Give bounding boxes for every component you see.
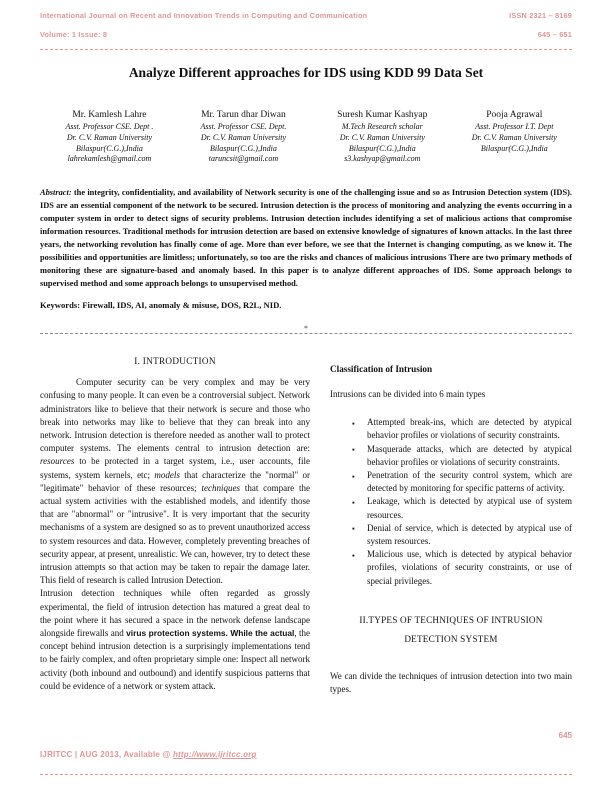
author-role: Asst. Professor CSE. Dept . — [65, 122, 154, 131]
journal-title: International Journal on Recent and Innovation Trends in Computing and Communication — [40, 11, 368, 20]
intro-p1-text: that compare the actual system activities with the established models, and identify those that are "abnormal" or "intrusive". It is very important that the security mechanisms of a system are designed so as to prevent unauthorized access to system resources and data. However, completely preventing breaches of security appear, at present, unrealistic. We can, however, try to detect these intrusion attempts so that action may be taken to repair the damage later. This field of research is called Intrusion Detection. — [40, 482, 310, 586]
intro-paragraph-2 — [40, 587, 310, 693]
author-location: Bilaspur(C.G.),India — [75, 143, 143, 153]
author-block — [40, 110, 572, 165]
abstract-label: Abstract: — [40, 188, 72, 198]
list-item — [352, 495, 572, 521]
section2-heading — [330, 611, 572, 649]
author-name: Mr. Kamlesh Lahre — [72, 110, 147, 120]
footer-text — [40, 750, 257, 759]
header-divider — [40, 49, 572, 50]
author-email: taruncsit@gmail.com — [208, 154, 279, 164]
list-item — [352, 469, 572, 495]
intro-p1-text: that characterize the "normal" or "legitimate" behavior of these resources; — [40, 469, 310, 493]
author-name: Pooja Agrawal — [486, 110, 543, 120]
intro-p2-text: , the concept behind intrusion detection is a surprisingly implementations tend to be fairly complex, and often proprietary simple one: Inspect all network activity (both inbound and outbound) and identify suspicious patterns that could be evidence of a network or system attack. — [40, 628, 311, 691]
page-content — [40, 0, 572, 696]
abstract-paragraph — [40, 186, 572, 290]
classification-intro: Intrusions can be divided into 6 main types — [330, 389, 486, 400]
section2-heading-line1: II.TYPES OF TECHNIQUES OF INTRUSION — [359, 614, 543, 625]
footer-divider — [40, 774, 572, 775]
section-separator — [40, 324, 572, 334]
author-university: Dr. C.V. Raman University — [200, 132, 287, 142]
intro-p2-text: Intrusion detection techniques while often regarded as grossly experimental, the field of intrusion detection has matured a great deal to the point where it has secured a space in the network defense landscape alongside firewalls and — [40, 588, 310, 639]
issn-label: ISSN 2321 – 8169 — [509, 11, 572, 20]
intro-p1-italic-models: models — [154, 469, 180, 480]
author-1 — [40, 110, 179, 165]
keywords-line: Keywords: Firewall, IDS, AI, anomaly & misuse, DOS, R2L, NID. — [40, 300, 282, 311]
bullet-icon: ▪ — [352, 497, 355, 507]
list-item-text: Penetration of the security control system, which are detected by monitoring for specific patterns of activity. — [367, 470, 572, 494]
intro-p1-italic-resources: resources — [40, 456, 75, 467]
author-role: Asst. Professor CSE. Dept. — [200, 122, 287, 131]
list-item-text: Masquerade attacks, which are detected by atypical behavior profiles or violations of security constraints. — [367, 443, 572, 467]
list-item-text: Attempted break-ins, which are detected by atypical behavior profiles or violations of security constraints. — [367, 417, 572, 441]
author-university: Dr. C.V. Raman University — [66, 132, 153, 142]
author-university: Dr. C.V. Raman University — [339, 132, 425, 142]
list-item-text: Denial of service, which is detected by atypical use of system resources. — [367, 522, 572, 547]
intro-p1-italic-techniques: techniques — [201, 482, 240, 493]
bullet-icon: ▪ — [352, 445, 355, 455]
author-university: Dr. C.V. Raman University — [471, 132, 557, 142]
author-role: Asst. Professor I.T. Dept — [475, 122, 554, 131]
classification-heading: Classification of Intrusion — [330, 364, 433, 375]
journal-header-row — [40, 11, 572, 20]
page-range-label: 645 – 651 — [537, 30, 572, 39]
paper-title: Analyze Different approaches for IDS using KDD 99 Data Set — [128, 65, 484, 80]
bullet-icon: ▪ — [352, 550, 355, 560]
intro-paragraph-1 — [40, 376, 310, 587]
author-location: Bilaspur(C.G.),India — [480, 143, 548, 153]
left-column — [40, 348, 310, 696]
intro-p2-bold-phrase: virus protection systems. While the actual — [126, 628, 295, 639]
list-item — [352, 522, 572, 548]
bullet-icon: ▪ — [352, 524, 355, 534]
author-email: lahrekamlesh@gmail.com — [67, 154, 152, 164]
author-location: Bilaspur(C.G.),India — [209, 143, 277, 153]
footer-url-link[interactable]: http://www.ijritcc.org — [172, 750, 257, 759]
separator-asterisk: * — [300, 324, 312, 333]
section2-paragraph: We can divide the techniques of intrusion detection into two main types. — [330, 670, 572, 695]
intro-heading: I. INTRODUCTION — [134, 356, 216, 367]
intro-p1-text: to be protected in a target system, i.e., user accounts, file systems, system kernels, etc; — [40, 456, 310, 480]
footer-citation: IJRITCC | AUG 2013, Available @ — [40, 750, 173, 759]
author-4 — [457, 110, 572, 165]
author-name: Mr. Tarun dhar Diwan — [201, 110, 286, 120]
volume-header-row — [40, 30, 572, 39]
section2-heading-line2: DETECTION SYSTEM — [404, 633, 498, 644]
bullet-icon: ▪ — [352, 471, 355, 481]
intrusion-type-list — [330, 416, 572, 588]
two-column-body — [40, 348, 572, 696]
page-number: 645 — [558, 731, 572, 740]
author-2 — [179, 110, 308, 165]
bullet-icon: ▪ — [352, 418, 355, 428]
list-item — [352, 416, 572, 442]
list-item-text: Leakage, which is detected by atypical use of system resources. — [367, 496, 572, 520]
author-role: M.Tech Research scholar — [341, 122, 423, 131]
list-item-text: Malicious use, which is detected by atypical behavior profiles, violations of security constraints, or use of special privileges. — [367, 549, 572, 586]
author-3 — [308, 110, 457, 165]
volume-label: Volume: 1 Issue: 8 — [40, 30, 108, 39]
right-column — [330, 348, 572, 696]
list-item — [352, 443, 572, 469]
intro-p1-text: Computer security can be very complex and may be very confusing to many people. It can even be a controversial subject. Network administrators like to believe that their network is secure and those who break into networks may like to believe that they can break into any network. Intrusion detection is therefore needed as another wall to protect computer systems. The elements central to intrusion detection are: — [40, 377, 310, 454]
author-email: s3.kashyap@gmail.com — [344, 154, 421, 164]
list-item — [352, 548, 572, 588]
abstract-text: the integrity, confidentiality, and availability of Network security is one of the challenging issue and so as Intrusion Detection system (IDS). IDS are an essential component of the network to be secured. Intrusion detection is the process of monitoring and analyzing the events occurring in a computer system in order to detect signs of security problems. Intrusion detection includes identifying a set of malicious actions that compromise information resources. Traditional methods for intrusion detection are based on extensive knowledge of signatures of known attacks. In the last three years, the networking revolution has finally come of age. More than ever before, we see that the Internet is changing computing, as we know it. The possibilities and opportunities are limitless; unfortunately, so too are the risks and chances of malicious intrusions There are two primary methods of monitoring these are signature-based and anomaly based. In this paper is to analyze different approaches of IDS. Some approach belongs to supervised method and some approach belongs to unsupervised method. — [40, 188, 572, 289]
author-location: Bilaspur(C.G.),India — [348, 143, 416, 153]
author-name: Suresh Kumar Kashyap — [337, 110, 428, 120]
